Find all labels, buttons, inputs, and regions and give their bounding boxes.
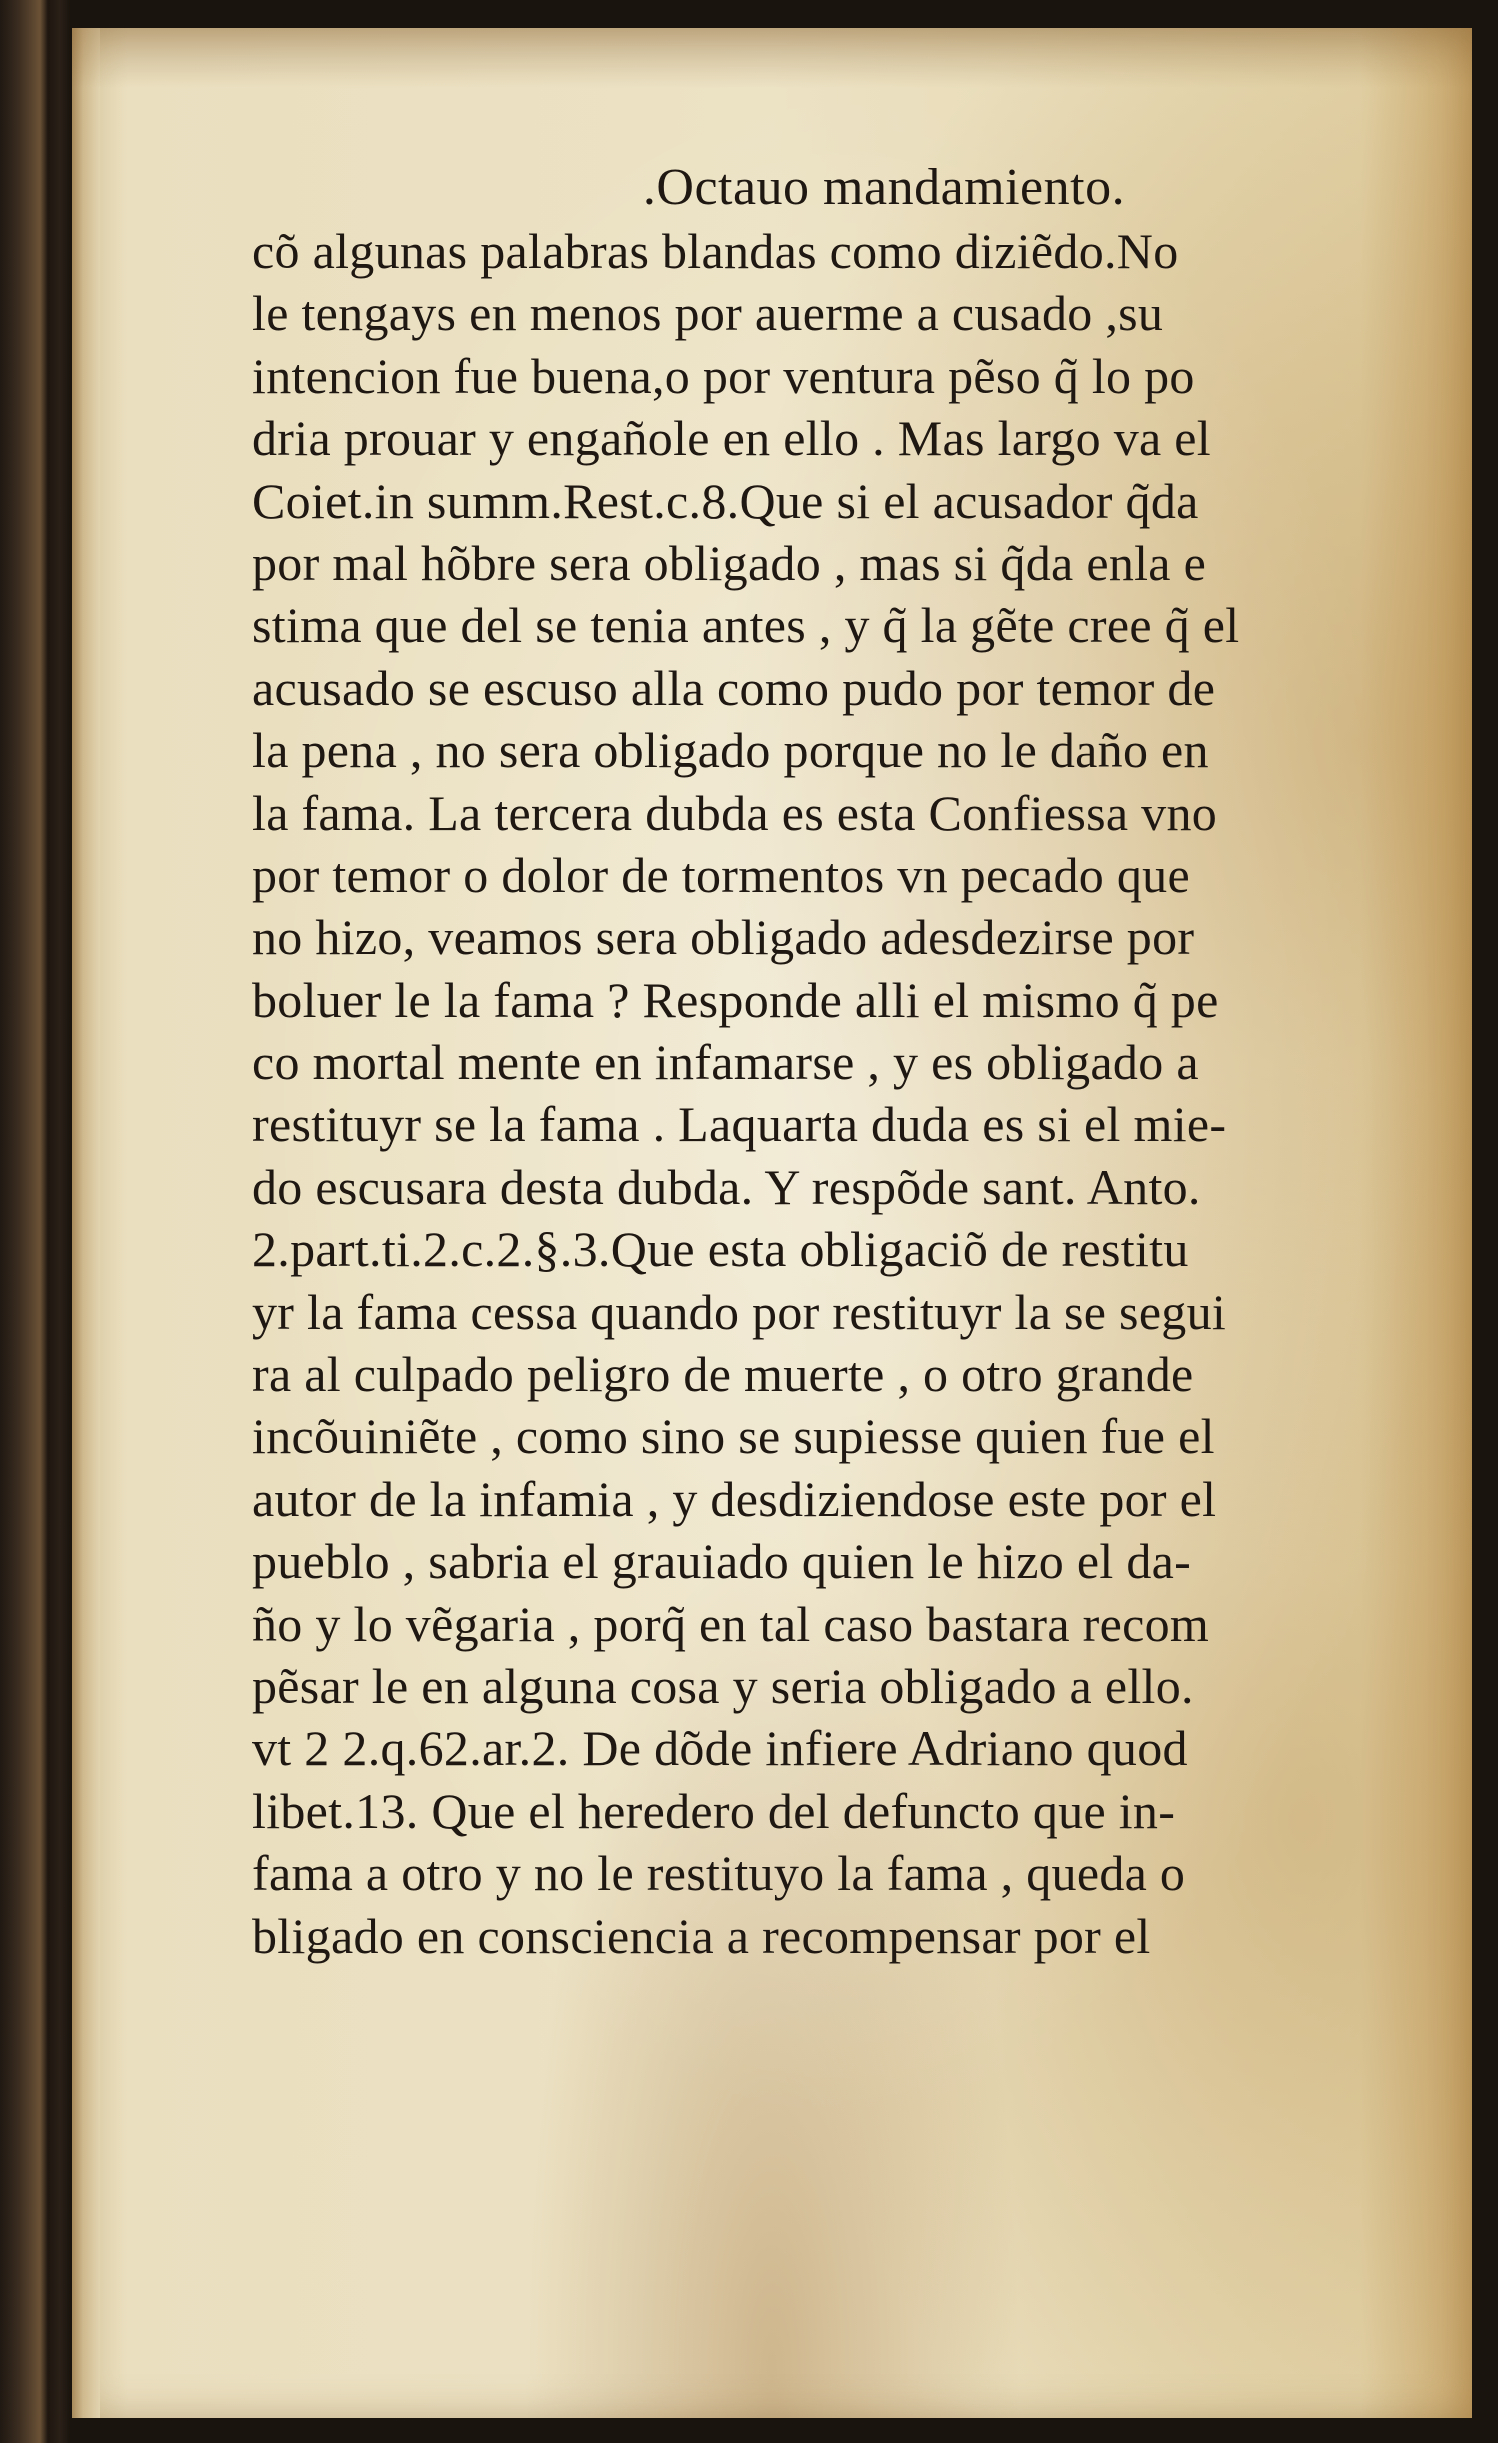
text-line: vt 2 2.q.62.ar.2. De dõde infiere Adriano quod — [252, 1720, 1188, 1777]
text-line: yr la fama cessa quando por restituyr la se segui — [252, 1283, 1227, 1340]
text-line: Coiet.in summ.Rest.c.8.Que si el acusador q̃da — [252, 472, 1199, 529]
text-line: co mortal mente en infamarse , y es obligado a — [252, 1034, 1199, 1091]
text-line: por temor o dolor de tormentos vn pecado que — [252, 846, 1190, 903]
text-line: por mal hõbre sera obligado , mas si q̃da enla e — [252, 534, 1207, 591]
running-head: .Octauo mandamiento. — [642, 159, 1126, 216]
text-line: cõ algunas palabras blandas como diziẽdo.No — [252, 223, 1179, 279]
top-stain — [72, 28, 1472, 88]
text-line: 2.part.ti.2.c.2.§.3.Que esta obligaciõ de restitu — [252, 1221, 1189, 1278]
text-line: fama a otro y no le restituyo la fama , queda o — [252, 1845, 1186, 1902]
paper-page — [72, 28, 1472, 2418]
text-line: la pena , no sera obligado porque no le daño en — [252, 722, 1209, 779]
text-line: boluer le la fama ? Responde alli el mismo q̃ pe — [252, 971, 1219, 1028]
text-line: stima que del se tenia antes , y q̃ la gẽte cree q̃ el — [252, 597, 1240, 654]
text-line: le tengays en menos por auerme a cusado ,su — [252, 285, 1164, 342]
text-line: autor de la infamia , y desdiziendose este por el — [252, 1470, 1217, 1527]
text-line: pẽsar le en alguna cosa y seria obligado a ello. — [252, 1657, 1194, 1714]
text-line: pueblo , sabria el grauiado quien le hizo el da- — [252, 1533, 1192, 1590]
text-line: intencion fue buena,o por ventura pẽso q̃ lo po — [252, 347, 1195, 404]
text-line: bligado en consciencia a recompensar por el — [252, 1907, 1151, 1964]
text-line: dria prouar y engañole en ello . Mas largo va el — [252, 410, 1211, 467]
text-block — [252, 156, 1492, 1967]
text-line: la fama. La tercera dubda es esta Confiessa vno — [252, 784, 1218, 841]
text-line: acusado se escuso alla como pudo por temor de — [252, 659, 1216, 716]
text-line: ño y lo vẽgaria , porq̃ en tal caso bastara recom — [252, 1595, 1210, 1652]
text-line: do escusara desta dubda. Y respõde sant. Anto. — [252, 1158, 1201, 1215]
text-line: ra al culpado peligro de muerte , o otro grande — [252, 1346, 1194, 1403]
text-line: no hizo, veamos sera obligado adesdezirse por — [252, 909, 1195, 966]
page-gutter-edge — [72, 28, 100, 2418]
text-line: incõuiniẽte , como sino se supiesse quien fue el — [252, 1408, 1215, 1465]
text-line: libet.13. Que el heredero del defuncto que in- — [252, 1782, 1176, 1839]
text-line: restituyr se la fama . Laquarta duda es si el mie- — [252, 1096, 1227, 1153]
